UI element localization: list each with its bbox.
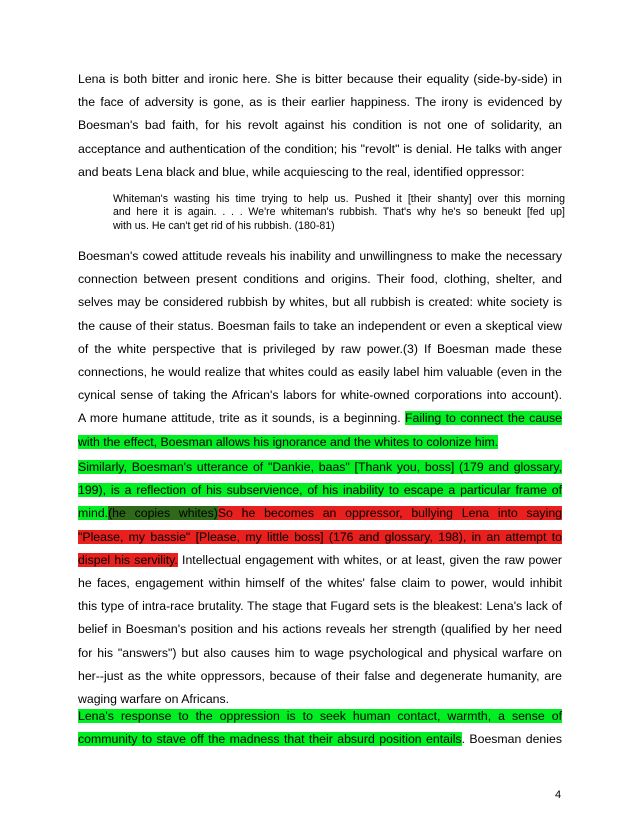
text-line [78,549,562,572]
text-line [78,502,562,525]
text-line: he faces, engagement within himself of the whites' false claim to power, would inhibit [78,576,562,591]
text-line: Lena is both bitter and ironic here. She is bitter because their equality (side-by-side) in [78,72,562,86]
plain-text: . Boesman denies [461,732,562,747]
text-line [78,456,562,479]
page-number: 4 [555,789,562,801]
text-line: for his "answers") but also causes him to wage psychological and physical warfare on [78,645,562,660]
text-line: cynical sense of taking the African's labors for white-owned corporations into account). [78,388,562,403]
text-line [78,526,562,549]
quote-line: with us. He can't get rid of his rubbish. (180-81) [113,219,335,232]
text-line [78,705,562,728]
text-line: the cause of their status. Boesman fails to take an independent or even a skeptical view [78,318,562,333]
green-highlight: Similarly, Boesman's utterance of "Dankie, baas" [Thank you, boss] (179 and glossary, [78,460,562,474]
paragraph-4 [78,705,562,751]
text-line: this type of intra-race brutality. The stage that Fugard sets is the bleakest: Lena's lack of [78,599,562,614]
text-line [78,407,562,430]
text-line: Boesman's cowed attitude reveals his inability and unwillingness to make the necessary [78,249,562,263]
text-line [78,479,562,502]
block-quote [113,193,565,233]
plain-text: Intellectual engagement with whites, or at least, given the raw power [177,552,562,567]
red-highlight: So he becomes an oppressor, bullying Lena into saying [217,506,562,521]
red-highlight: dispel his servility. [78,552,178,567]
green-highlight: mind. [78,506,109,521]
text-line: belief in Boesman's position and his actions reveals her strength (qualified by her need [78,622,562,637]
text-line: acceptance and authentication of the condition; his "revolt" is denial. He talks with anger [78,141,562,156]
text-line [78,728,562,751]
text-line: waging warfare on Africans. [78,692,230,707]
quote-line: and here it is again. . . . We're whiteman's rubbish. That's why he's so beneukt [fed up] [113,206,565,219]
text-line: Boesman's bad faith, for his revolt against his condition is not one of solidarity, an [78,118,562,133]
text-line [78,431,562,454]
text-line: and beats Lena black and blue, while acquiescing to the real, identified oppressor: [78,164,525,179]
red-highlight: "Please, my bassie" [Please, my little boss] (176 and glossary, 198), in an attempt to [78,529,562,544]
dark-green-highlight: (he copies whites) [108,506,218,521]
text-line: connection between present conditions and origins. Their food, clothing, shelter, and [78,272,562,287]
green-highlight: with the effect, Boesman allows his ignorance and the whites to colonize him. [78,434,499,449]
green-highlight: Failing to connect the cause [405,411,562,426]
text-line: the face of adversity is gone, as is their earlier happiness. The irony is evidenced by [78,95,562,110]
text-line: her--just as the white oppressors, because of their false and degenerate humanity, are [78,668,562,683]
paragraph-1 [78,68,562,184]
green-highlight: community to stave off the madness that their absurd position entails [78,732,462,747]
quote-line: Whiteman's wasting his time trying to help us. Pushed it [their shanty] over this morning [113,193,565,205]
text-line: selves may be considered rubbish by whites, but all rubbish is created: white society is [78,295,562,310]
text-line: of the white perspective that is privileged by raw power.(3) If Boesman made these [78,341,562,356]
paragraph-3 [78,456,562,711]
green-highlight: Lena's response to the oppression is to seek human contact, warmth, a sense of [78,709,562,723]
plain-text: A more humane attitude, trite as it sounds, is a beginning. [78,411,406,426]
paragraph-2 [78,245,562,454]
green-highlight: 199), is a reflection of his subservience, of his inability to escape a particular frame of [78,483,562,498]
text-line: connections, he would realize that whites could as easily label him valuable (even in the [78,365,562,380]
